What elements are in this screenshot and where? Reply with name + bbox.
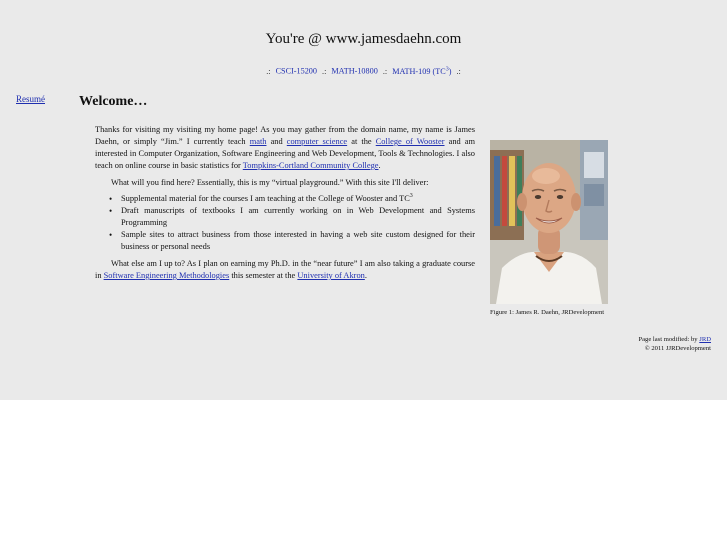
deliverables-list	[95, 193, 475, 253]
last-modified-label: Page last modified: by	[638, 336, 700, 343]
last-modified	[638, 335, 711, 344]
nav-link-math-109[interactable]	[392, 67, 451, 76]
intro-text-1: Thanks for visiting my visiting my home page! As you may gather from the domain name, my name is James Daehn, or simply “Jim.” I currently teach	[95, 125, 475, 146]
nav-link-csci-15200[interactable]: CSCI-15200	[275, 66, 317, 76]
college-of-wooster-link[interactable]: College of Wooster	[375, 137, 445, 146]
list-item-sup: 3	[409, 193, 413, 200]
computer-science-link[interactable]: computer science	[286, 137, 348, 146]
jrd-link[interactable]: JRD	[699, 336, 711, 343]
tompkins-cortland-link[interactable]: Tompkins-Cortland Community College	[242, 161, 379, 170]
intro-text-5: .	[378, 161, 381, 170]
intro-text-2: and	[266, 137, 287, 146]
else-text-2: this semester at the	[229, 271, 298, 280]
nav-link-math-109-suffix: )	[448, 66, 452, 76]
else-text-1: What else am I up to? As I plan on earning my Ph.D. in the “near future” I am also taking a graduate course in	[95, 259, 475, 280]
nav-link-math-109-sup: 3	[445, 66, 449, 72]
list-item-text: Supplemental material for the courses I am teaching at the College of Wooster and TC	[121, 194, 410, 203]
nav-separator: .:	[382, 66, 388, 76]
university-of-akron-link[interactable]: University of Akron	[297, 271, 365, 280]
course-nav	[0, 66, 727, 76]
nav-separator: .:	[456, 66, 461, 76]
math-link[interactable]: math	[249, 137, 267, 146]
find-here-paragraph: What will you find here? Essentially, this is my “virtual playground.” With this site I'll deliver:	[111, 178, 429, 187]
else-text-3: .	[364, 271, 367, 280]
profile-photo	[490, 140, 608, 304]
intro-text-4: and am interested in Computer Organization, Software Engineering and Web Development, Tools & Technologies. I also teach on online course in basic statistics for	[95, 137, 476, 170]
photo-caption: Figure 1: James R. Daehn, JRDevelopment	[490, 309, 605, 316]
main-content	[95, 124, 475, 282]
nav-separator: .:	[322, 66, 327, 76]
page-heading: Welcome…	[79, 94, 148, 109]
copyright: © 2011 JJRDevelopment	[644, 345, 711, 352]
else-paragraph	[95, 258, 475, 282]
resume-link[interactable]: Resumé	[16, 94, 45, 104]
nav-separator: .:	[266, 66, 271, 76]
site-title: You're @ www.jamesdaehn.com	[265, 31, 462, 47]
list-item	[121, 193, 475, 205]
list-item: • Draft manuscripts of textbooks I am currently working on in Web Development and Systems Programming	[121, 205, 475, 229]
software-engineering-methodologies-link[interactable]: Software Engineering Methodologies	[103, 271, 230, 280]
intro-text-3: at the	[347, 137, 376, 146]
list-item: • Sample sites to attract business from those interested in having a web site custom designed for their business or personal needs	[121, 229, 475, 253]
footer	[638, 335, 711, 353]
nav-link-math-10800[interactable]: MATH-10800	[331, 66, 378, 76]
intro-paragraph	[95, 124, 475, 172]
nav-link-math-109-label: MATH-109 (TC	[392, 66, 446, 76]
